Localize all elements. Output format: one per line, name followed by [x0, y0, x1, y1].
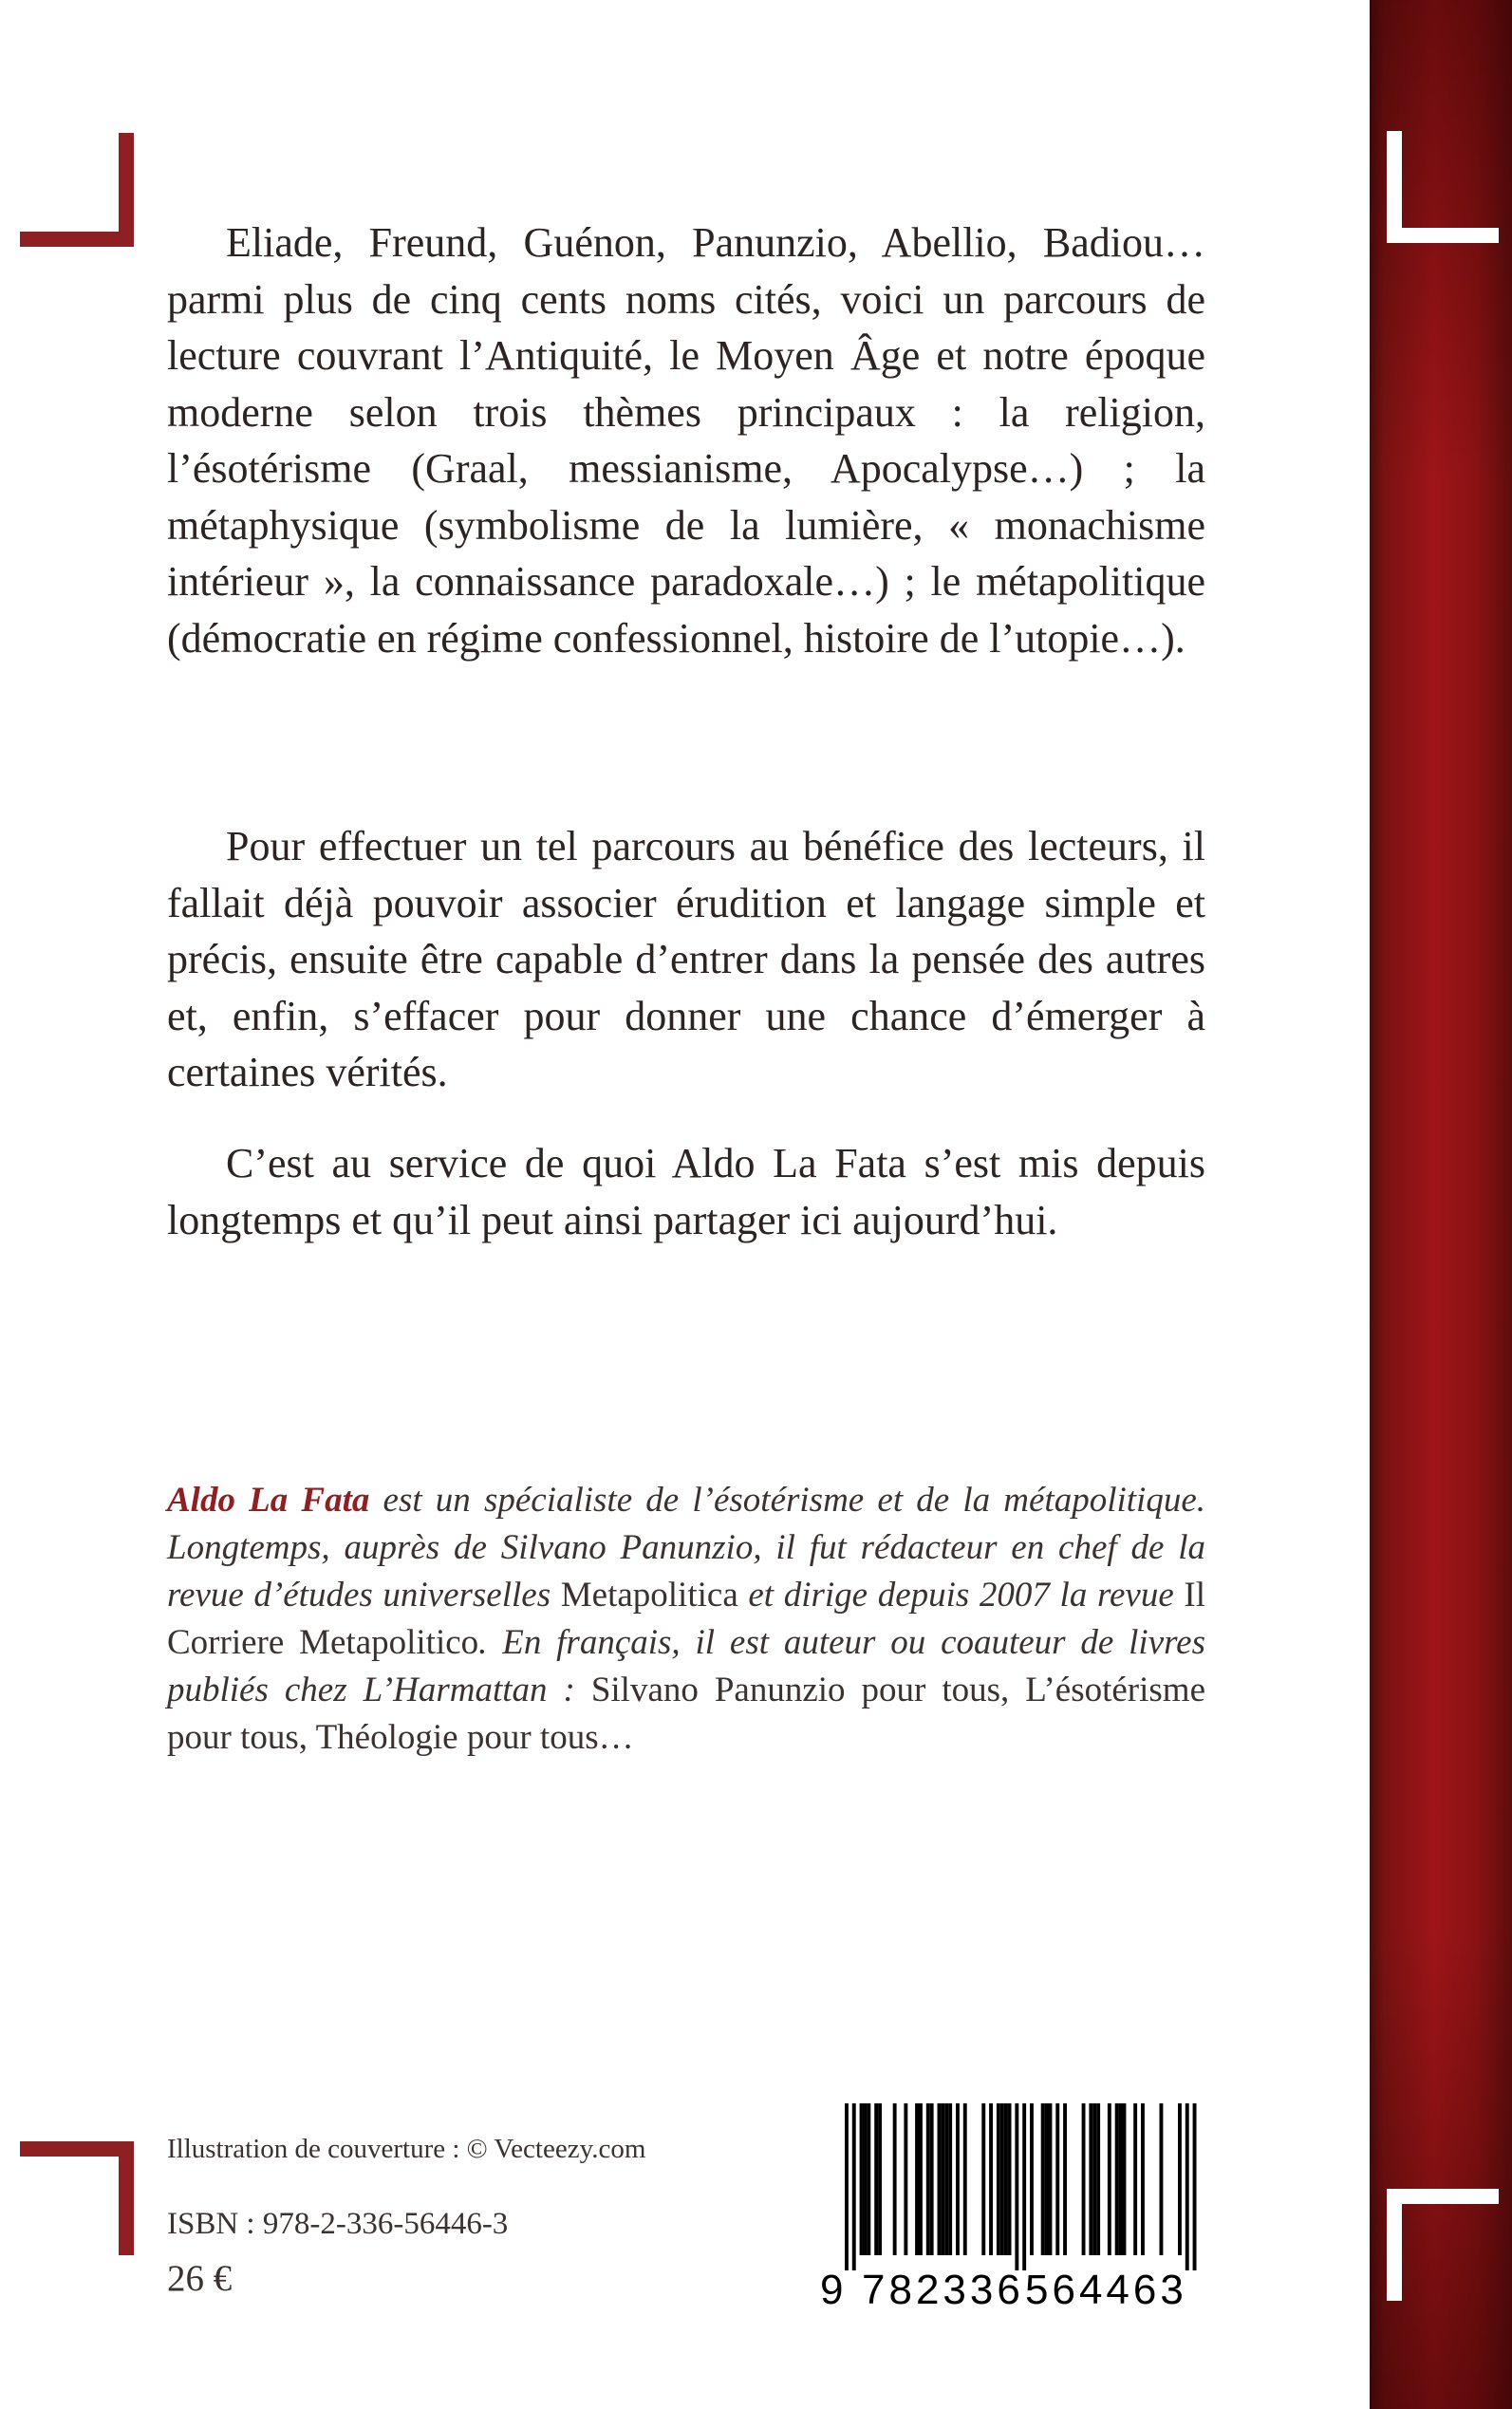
- corner-bracket-bottom-left: [20, 2141, 134, 2255]
- barcode-bar: [852, 2103, 856, 2270]
- blurb-paragraph-2: [167, 818, 1205, 1101]
- barcode-bar: [1030, 2103, 1034, 2255]
- barcode-bar: [845, 2103, 849, 2270]
- barcode-bar: [938, 2103, 942, 2255]
- barcode-bar: [878, 2103, 882, 2255]
- author-bio: [167, 1477, 1205, 1762]
- barcode-bar: [1092, 2103, 1096, 2255]
- barcode-bar: [981, 2103, 985, 2255]
- barcode-bar: [997, 2103, 1000, 2255]
- barcode-bar: [1141, 2103, 1145, 2255]
- barcode-lead-digit: 9: [820, 2267, 845, 2313]
- barcode-bar: [1004, 2103, 1008, 2255]
- barcode-bar: [926, 2103, 930, 2255]
- barcode-bar: [1015, 2103, 1018, 2270]
- barcode-bar: [1133, 2103, 1137, 2255]
- barcode-bar: [1000, 2103, 1004, 2255]
- barcode-bar: [1045, 2103, 1049, 2255]
- barcode-bar: [904, 2103, 907, 2255]
- corner-bracket-top-right: [1387, 131, 1499, 243]
- price-text: 26 €: [167, 2258, 233, 2299]
- barcode-bar: [874, 2103, 878, 2255]
- barcode-bar: [1185, 2103, 1189, 2270]
- barcode-group-1: 782336: [862, 2267, 1024, 2313]
- barcode-bar: [1160, 2103, 1164, 2255]
- bio-title-3: Silvano Panunzio pour tous, L’ésotérisme pour tous, Théologie pour tous…: [167, 1671, 1206, 1757]
- barcode-bar: [867, 2103, 870, 2255]
- barcode-bar: [1108, 2103, 1111, 2255]
- bio-title-1: Metapolitica: [560, 1576, 738, 1615]
- barcode-bar: [919, 2103, 923, 2255]
- barcode-bar: [1123, 2103, 1127, 2255]
- red-spine-band: [1370, 0, 1512, 2409]
- blurb-paragraph-1: [167, 215, 1205, 666]
- paragraph-text: Pour effectuer un tel parcours au bénéfice des lecteurs, il fallait déjà pouvoir associer érudition et langage simple et précis, ensuite être capable d’entrer dans la pensée des autres et, enfin, s’effacer pour donner une chance d’émerger à certaines vérités.: [167, 823, 1205, 1095]
- author-name: Aldo La Fata: [167, 1481, 370, 1520]
- barcode-bar: [1008, 2103, 1012, 2255]
- barcode-bar: [864, 2103, 868, 2255]
- barcode-bar: [1193, 2103, 1197, 2270]
- corner-bracket-top-left: [20, 133, 134, 247]
- barcode-bar: [893, 2103, 897, 2255]
- barcode-bar: [1119, 2103, 1123, 2255]
- barcode-bar: [1049, 2103, 1053, 2255]
- barcode: [820, 2103, 1200, 2313]
- barcode-bars: [820, 2103, 1200, 2270]
- barcode-bar: [944, 2103, 948, 2255]
- barcode-bar: [1115, 2103, 1119, 2255]
- barcode-bar: [1178, 2103, 1182, 2255]
- barcode-bar: [1041, 2103, 1045, 2255]
- barcode-group-2: 564463: [1025, 2267, 1187, 2313]
- barcode-bar: [1055, 2103, 1059, 2255]
- corner-bracket-bottom-right: [1387, 2189, 1499, 2301]
- barcode-bar: [1022, 2103, 1026, 2270]
- bio-title-2: Il Corriere Metapolitico: [167, 1576, 1205, 1662]
- barcode-bar: [989, 2103, 993, 2255]
- bio-text-2: et dirige depuis 2007 la revue: [737, 1576, 1185, 1615]
- bio-text-1: est un spécialiste de l’ésotérisme et de la métapolitique. Longtemps, auprès de Silvano Panunzio, il fut rédacteur en chef de la revue d’études universelles: [167, 1481, 1205, 1615]
- illustration-credit: Illustration de couverture : © Vecteezy.com: [167, 2134, 646, 2164]
- barcode-bar: [1089, 2103, 1092, 2255]
- blurb-paragraph-3: [167, 1135, 1205, 1248]
- barcode-bar: [948, 2103, 952, 2255]
- barcode-bar: [941, 2103, 944, 2255]
- barcode-bar: [1063, 2103, 1067, 2255]
- paragraph-text: Eliade, Freund, Guénon, Panunzio, Abellio, Badiou… parmi plus de cinq cents noms cités, voici un parcours de lecture couvrant l’Antiquité, le Moyen Âge et notre époque moderne selon trois thèmes principaux : la religion, l’ésotérisme (Graal, messianisme, Apocalypse…) ; la métaphysique (symbolisme de la lumière, « monachisme intérieur », la connaissance paradoxale…) ; le métapolitique (démocratie en régime confessionnel, histoire de l’utopie…).: [167, 219, 1205, 662]
- barcode-bar: [860, 2103, 864, 2255]
- paragraph-text: C’est au service de quoi Aldo La Fata s’est mis depuis longtemps et qu’il peut ainsi partager ici aujourd’hui.: [167, 1140, 1205, 1243]
- isbn-text: ISBN : 978-2-336-56446-3: [167, 2207, 509, 2241]
- bio-text-3: . En français, il est auteur ou coauteur de livres publiés chez L’Harmattan :: [167, 1623, 1205, 1709]
- barcode-bar: [956, 2103, 960, 2255]
- barcode-bar: [915, 2103, 919, 2255]
- barcode-bar: [1096, 2103, 1100, 2255]
- barcode-bar: [930, 2103, 934, 2255]
- barcode-bar: [963, 2103, 967, 2255]
- barcode-bar: [1082, 2103, 1086, 2255]
